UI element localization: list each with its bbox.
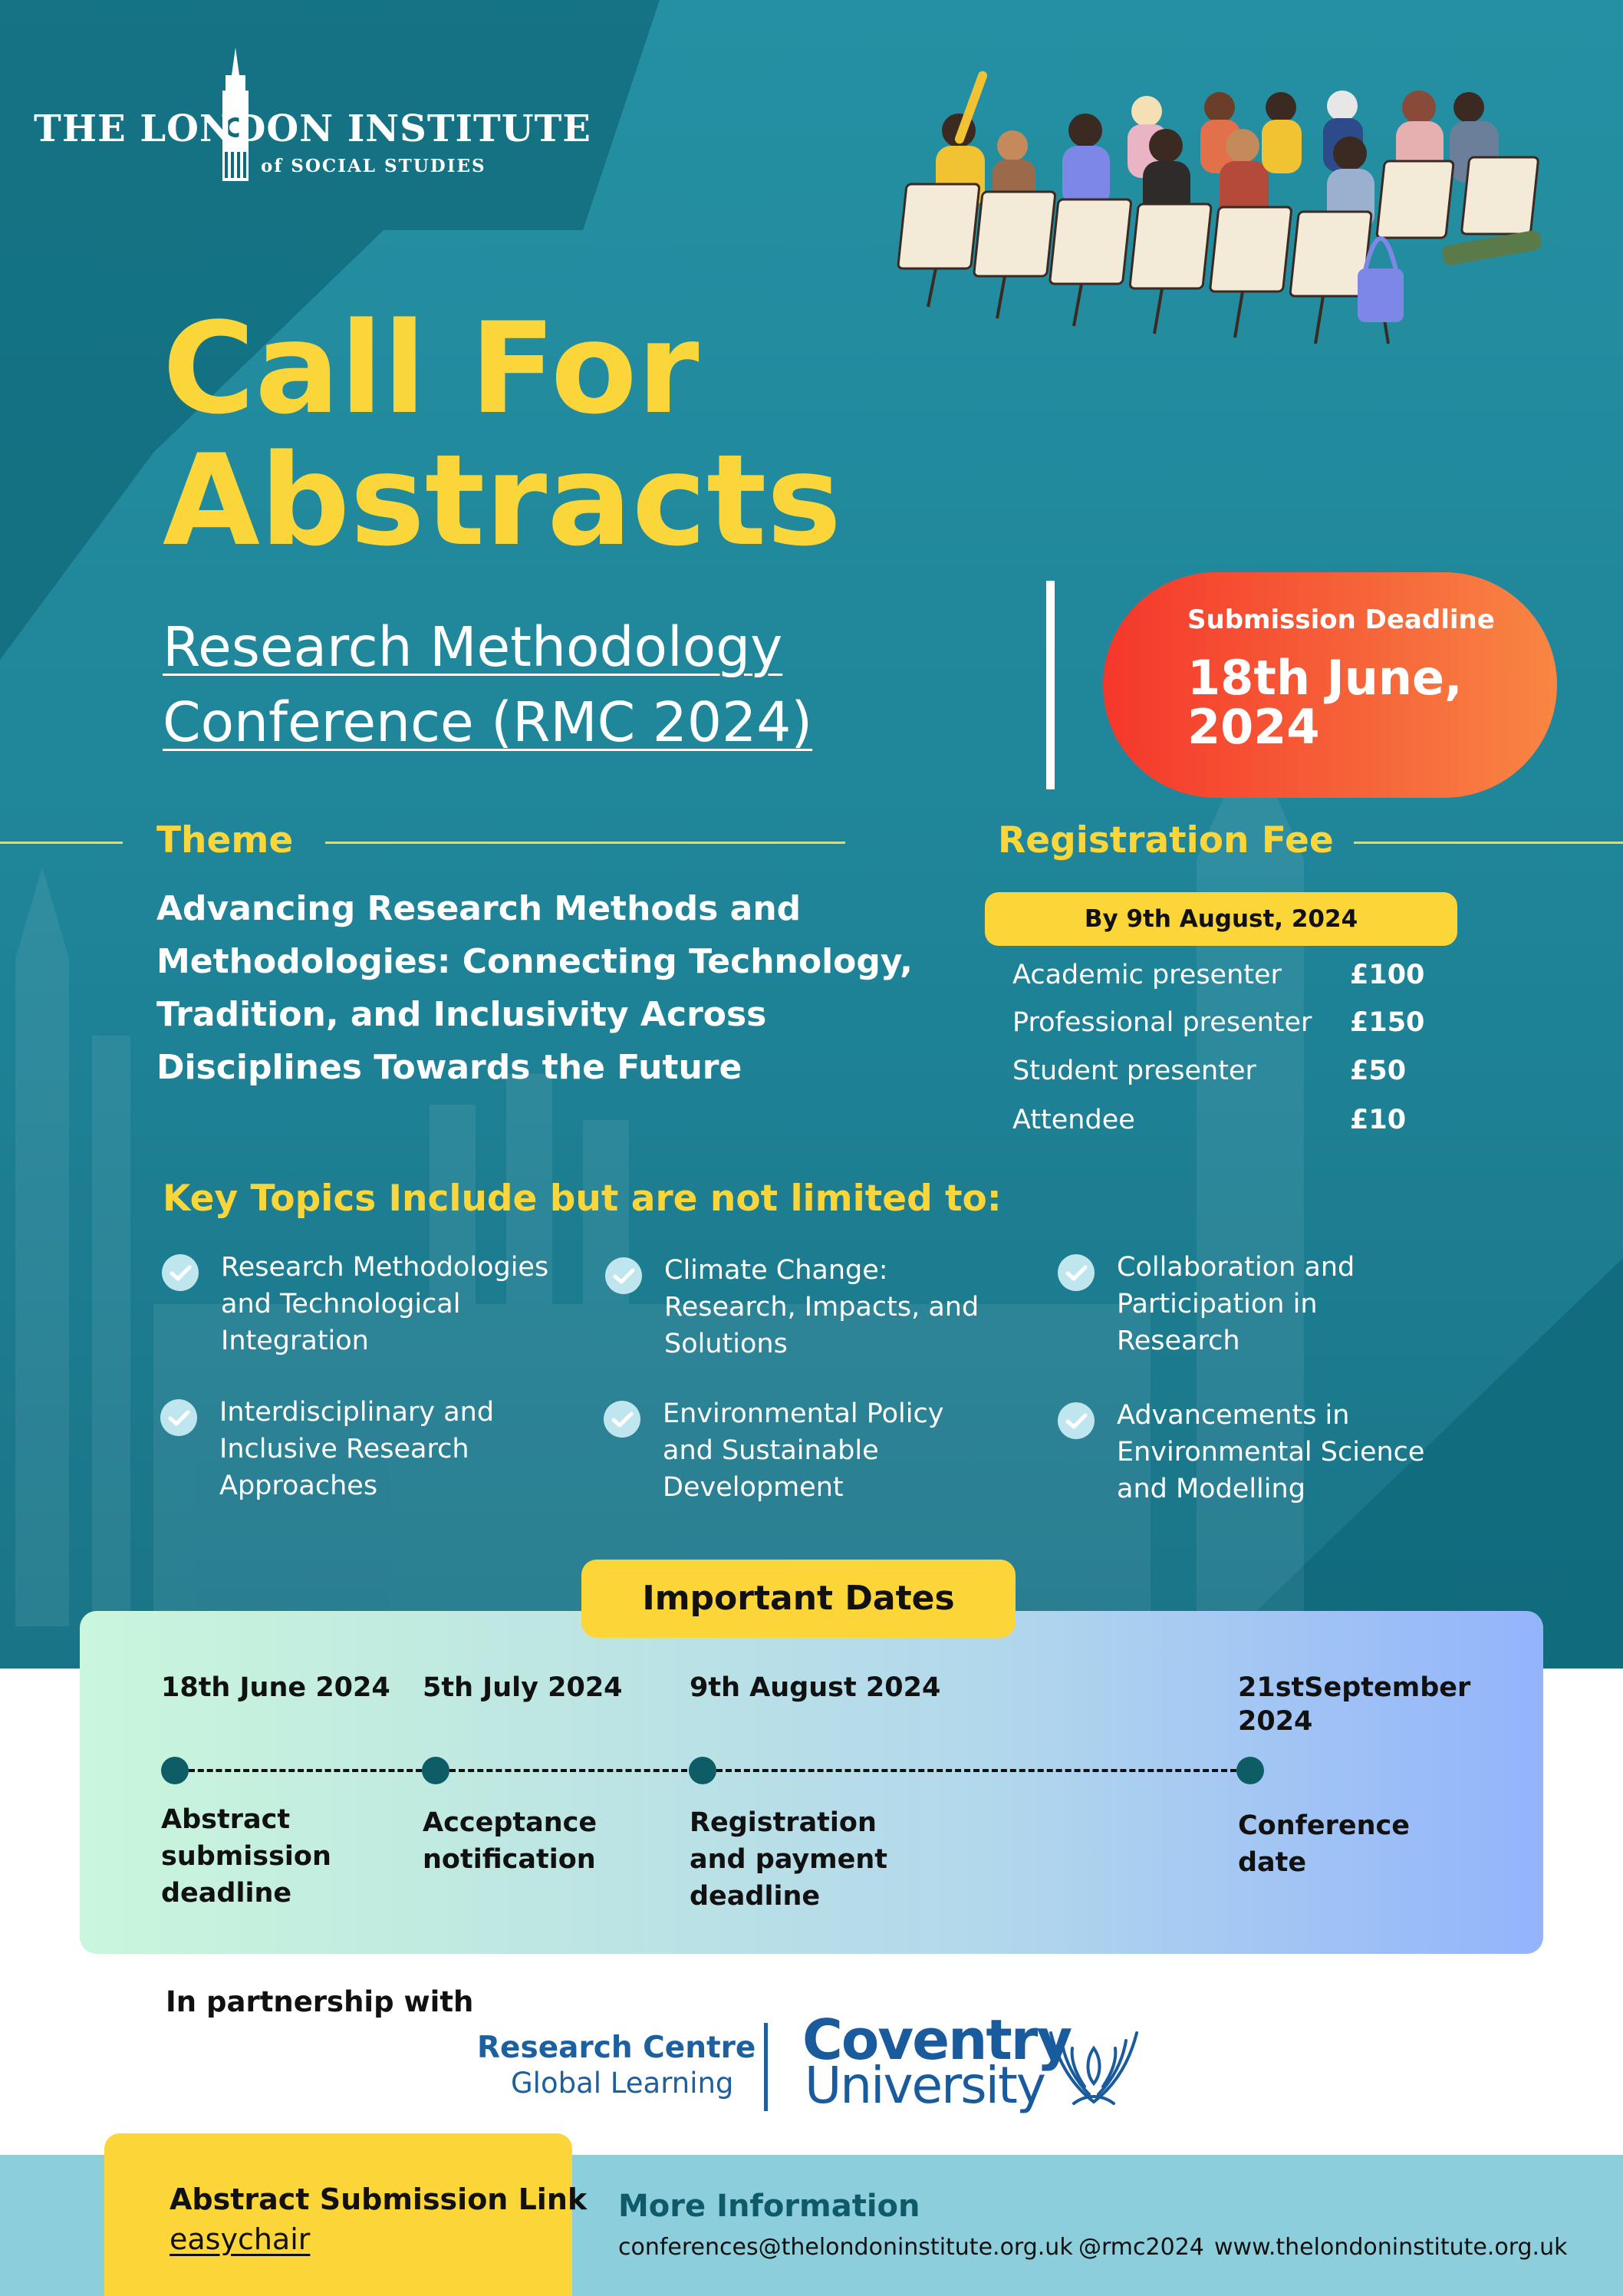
topic-text (219, 1394, 494, 1504)
topic-line: Interdisciplinary and (219, 1397, 495, 1428)
fee-row (1012, 1007, 1442, 1046)
topic-line: Advancements in (1117, 1400, 1350, 1431)
deadline-date-line-1: 18th June, (1187, 650, 1463, 706)
topic-line: Research (1117, 1326, 1240, 1356)
topic-text (221, 1249, 548, 1359)
timeline-date (161, 1671, 390, 1705)
coventry-logo-line-1: Coventry (802, 2008, 1072, 2072)
timeline-date (690, 1671, 940, 1705)
research-centre-logo-line-2: Global Learning (511, 2067, 734, 2100)
phoenix-logo-icon (1043, 2018, 1144, 2111)
timeline-date-line: 21stSeptember (1238, 1672, 1471, 1703)
timeline-label-line: Registration (690, 1807, 877, 1838)
fee-name: Academic presenter (1012, 960, 1282, 990)
topic-line: Integration (221, 1326, 369, 1356)
topic-text (664, 1252, 979, 1362)
timeline-label-line: deadline (690, 1881, 821, 1912)
timeline-label (161, 1801, 331, 1912)
check-icon (604, 1257, 643, 1295)
deadline-date-line-2: 2024 (1187, 699, 1320, 755)
theme-line: Disciplines Towards the Future (156, 1048, 742, 1087)
check-icon (160, 1398, 198, 1437)
timeline-dot (422, 1757, 449, 1784)
title-line-1: Call For (163, 295, 700, 442)
timeline-label-line: notification (423, 1844, 596, 1875)
check-icon (603, 1400, 641, 1438)
fee-name: Student presenter (1012, 1056, 1256, 1086)
topic-line: and Technological (221, 1289, 461, 1319)
timeline-label (690, 1804, 887, 1915)
timeline-label-line: Acceptance (423, 1807, 598, 1838)
submission-heading: Abstract Submission Link (170, 2182, 588, 2216)
topic-text (1117, 1397, 1424, 1507)
topic-line: Climate Change: (664, 1255, 888, 1286)
timeline-label-line: date (1238, 1847, 1307, 1878)
timeline-date-line: 18th June 2024 (161, 1672, 390, 1703)
theme-text (156, 882, 913, 1094)
topic-line: Participation in (1117, 1289, 1318, 1319)
registration-rule (1354, 842, 1623, 844)
timeline-date (1238, 1671, 1470, 1738)
timeline-label (423, 1804, 597, 1878)
website-link[interactable]: www.thelondoninstitute.org.uk (1214, 2234, 1568, 2261)
timeline-connector (189, 1769, 422, 1772)
topics-heading: Key Topics Include but are not limited to: (163, 1178, 1002, 1220)
fee-name: Attendee (1012, 1105, 1135, 1135)
fee-date-label: By 9th August, 2024 (1084, 905, 1358, 933)
topic-line: Research, Impacts, and (664, 1292, 979, 1323)
fee-row (1012, 960, 1442, 998)
topic-line: Environmental Science (1117, 1437, 1425, 1468)
logo-title: THE LONDON INSTITUTE (34, 107, 591, 150)
deadline-label: Submission Deadline (1187, 604, 1495, 635)
partner-divider (764, 2023, 768, 2111)
fee-row (1012, 1056, 1442, 1094)
timeline-dot (161, 1757, 189, 1784)
topic-line: Approaches (219, 1471, 378, 1501)
timeline-dot (689, 1757, 716, 1784)
theme-heading: Theme (156, 819, 294, 861)
topic-line: and Sustainable (663, 1435, 879, 1466)
important-dates-heading: Important Dates (642, 1579, 955, 1618)
more-info-heading: More Information (618, 2189, 920, 2224)
fee-price: £100 (1350, 960, 1425, 990)
submission-link[interactable]: easychair (170, 2222, 311, 2256)
timeline-label (1238, 1807, 1410, 1881)
topic-text (1117, 1249, 1355, 1359)
timeline-date (423, 1671, 623, 1705)
topic-line: Environmental Policy (663, 1398, 944, 1429)
topic-line: Collaboration and (1117, 1252, 1355, 1283)
check-icon (1057, 1402, 1095, 1440)
partnership-label: In partnership with (166, 1985, 474, 2018)
audience-illustration (890, 54, 1588, 361)
timeline-label-line: submission (161, 1841, 331, 1872)
timeline-label-line: Conference (1238, 1810, 1411, 1841)
theme-rule-right (325, 842, 845, 844)
deadline-date (1187, 650, 1463, 755)
main-title (163, 295, 842, 574)
fee-name: Professional presenter (1012, 1007, 1312, 1038)
coventry-logo-line-2: University (805, 2056, 1045, 2115)
topic-line: Inclusive Research (219, 1434, 469, 1464)
timeline-connector (449, 1769, 687, 1772)
registration-heading: Registration Fee (998, 819, 1334, 861)
conference-name[interactable] (163, 610, 812, 760)
fee-price: £150 (1350, 1007, 1425, 1038)
fee-row (1012, 1105, 1442, 1143)
logo-subtitle: of SOCIAL STUDIES (261, 156, 486, 176)
contact-email[interactable]: conferences@thelondoninstitute.org.uk (618, 2234, 1073, 2261)
important-dates-pill (581, 1560, 1016, 1638)
topic-line: Research Methodologies (221, 1252, 549, 1283)
topic-line: and Modelling (1117, 1474, 1305, 1504)
theme-rule-left (0, 842, 123, 844)
vertical-divider (1046, 581, 1055, 789)
timeline-label-line: deadline (161, 1878, 292, 1909)
fee-price: £10 (1350, 1105, 1407, 1135)
social-handle[interactable]: @rmc2024 (1078, 2234, 1204, 2261)
check-icon (1057, 1253, 1095, 1292)
timeline-label-line: and payment (690, 1844, 888, 1875)
theme-line: Advancing Research Methods and (156, 889, 802, 928)
fee-date-pill (985, 892, 1457, 946)
conference-name-line-2: Conference (RMC 2024) (163, 690, 813, 754)
timeline-label-line: Abstract (161, 1804, 291, 1835)
theme-line: Tradition, and Inclusivity Across (156, 995, 767, 1034)
research-centre-logo-line-1: Research Centre (477, 2031, 756, 2065)
topic-text (663, 1395, 943, 1506)
topic-line: Solutions (664, 1329, 788, 1359)
fee-price: £50 (1350, 1056, 1407, 1086)
conference-name-line-1: Research Methodology (163, 615, 783, 679)
timeline-dot (1236, 1757, 1264, 1784)
check-icon (161, 1253, 199, 1292)
timeline-date-line: 9th August 2024 (690, 1672, 941, 1703)
title-line-2: Abstracts (163, 427, 842, 574)
theme-line: Methodologies: Connecting Technology, (156, 942, 913, 981)
timeline-date-line: 5th July 2024 (423, 1672, 623, 1703)
seated-audience (898, 70, 1543, 344)
topic-line: Development (663, 1472, 844, 1503)
timeline-connector (716, 1769, 1236, 1772)
timeline-date-line: 2024 (1238, 1706, 1313, 1737)
